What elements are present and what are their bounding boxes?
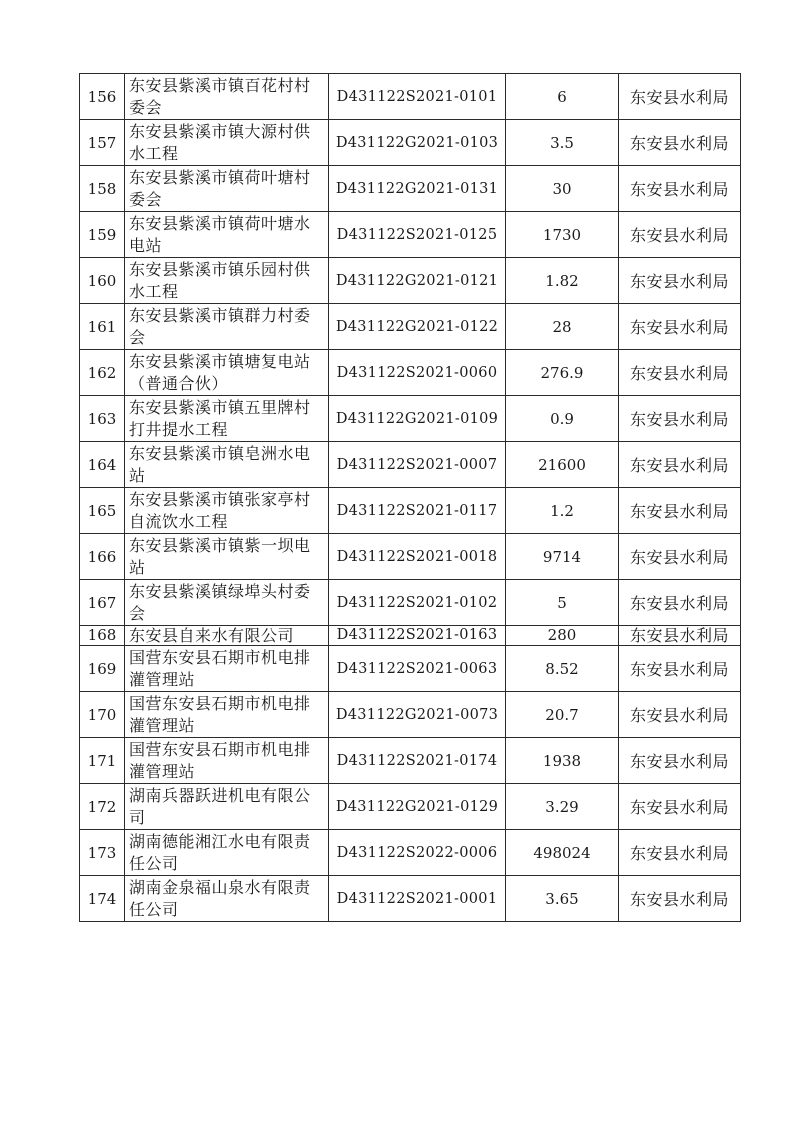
permit-code: D431122S2021-0163 [329, 626, 506, 646]
row-number: 163 [80, 396, 125, 442]
unit-name: 湖南兵器跃进机电有限公司 [125, 784, 329, 830]
permit-code: D431122S2021-0102 [329, 580, 506, 626]
issuing-authority: 东安县水利局 [619, 830, 741, 876]
unit-name: 东安县紫溪市镇群力村委会 [125, 304, 329, 350]
issuing-authority: 东安县水利局 [619, 212, 741, 258]
unit-name: 湖南金泉福山泉水有限责任公司 [125, 876, 329, 922]
row-number: 173 [80, 830, 125, 876]
row-number: 170 [80, 692, 125, 738]
issuing-authority: 东安县水利局 [619, 534, 741, 580]
issuing-authority: 东安县水利局 [619, 166, 741, 212]
row-number: 158 [80, 166, 125, 212]
quantity: 498024 [506, 830, 619, 876]
table-row [80, 876, 741, 922]
permit-table [79, 73, 741, 922]
permit-table-body [80, 74, 741, 922]
permit-code: D431122S2021-0101 [329, 74, 506, 120]
quantity: 5 [506, 580, 619, 626]
permit-code: D431122S2021-0063 [329, 646, 506, 692]
permit-code: D431122S2021-0174 [329, 738, 506, 784]
quantity: 28 [506, 304, 619, 350]
issuing-authority: 东安县水利局 [619, 626, 741, 646]
unit-name: 东安县紫溪市镇荷叶塘村委会 [125, 166, 329, 212]
row-number: 171 [80, 738, 125, 784]
quantity: 21600 [506, 442, 619, 488]
quantity: 1938 [506, 738, 619, 784]
issuing-authority: 东安县水利局 [619, 74, 741, 120]
row-number: 156 [80, 74, 125, 120]
quantity: 1730 [506, 212, 619, 258]
table-row [80, 166, 741, 212]
table-row [80, 626, 741, 646]
permit-code: D431122G2021-0073 [329, 692, 506, 738]
unit-name: 东安县紫溪市镇大源村供水工程 [125, 120, 329, 166]
table-row [80, 784, 741, 830]
unit-name: 东安县紫溪市镇五里牌村打井提水工程 [125, 396, 329, 442]
unit-name: 东安县紫溪市镇荷叶塘水电站 [125, 212, 329, 258]
table-row [80, 120, 741, 166]
table-row [80, 830, 741, 876]
unit-name: 东安县紫溪市镇皂洲水电站 [125, 442, 329, 488]
row-number: 172 [80, 784, 125, 830]
quantity: 276.9 [506, 350, 619, 396]
table-row [80, 488, 741, 534]
row-number: 162 [80, 350, 125, 396]
row-number: 168 [80, 626, 125, 646]
table-row [80, 738, 741, 784]
table-row [80, 442, 741, 488]
issuing-authority: 东安县水利局 [619, 304, 741, 350]
unit-name: 东安县紫溪市镇紫一坝电站 [125, 534, 329, 580]
permit-code: D431122G2021-0122 [329, 304, 506, 350]
table-row [80, 212, 741, 258]
permit-code: D431122S2021-0018 [329, 534, 506, 580]
permit-code: D431122G2021-0121 [329, 258, 506, 304]
quantity: 20.7 [506, 692, 619, 738]
unit-name: 东安县自来水有限公司 [125, 626, 329, 646]
unit-name: 国营东安县石期市机电排灌管理站 [125, 692, 329, 738]
permit-code: D431122S2021-0001 [329, 876, 506, 922]
unit-name: 国营东安县石期市机电排灌管理站 [125, 738, 329, 784]
table-row [80, 350, 741, 396]
table-row [80, 74, 741, 120]
row-number: 169 [80, 646, 125, 692]
permit-code: D431122G2021-0109 [329, 396, 506, 442]
quantity: 0.9 [506, 396, 619, 442]
permit-code: D431122S2021-0060 [329, 350, 506, 396]
row-number: 159 [80, 212, 125, 258]
unit-name: 东安县紫溪市镇百花村村委会 [125, 74, 329, 120]
quantity: 3.5 [506, 120, 619, 166]
unit-name: 国营东安县石期市机电排灌管理站 [125, 646, 329, 692]
row-number: 166 [80, 534, 125, 580]
table-row [80, 580, 741, 626]
unit-name: 东安县紫溪镇绿埠头村委会 [125, 580, 329, 626]
issuing-authority: 东安县水利局 [619, 738, 741, 784]
quantity: 8.52 [506, 646, 619, 692]
issuing-authority: 东安县水利局 [619, 258, 741, 304]
issuing-authority: 东安县水利局 [619, 580, 741, 626]
row-number: 157 [80, 120, 125, 166]
quantity: 30 [506, 166, 619, 212]
permit-code: D431122S2022-0006 [329, 830, 506, 876]
permit-code: D431122S2021-0007 [329, 442, 506, 488]
row-number: 160 [80, 258, 125, 304]
quantity: 9714 [506, 534, 619, 580]
permit-code: D431122S2021-0125 [329, 212, 506, 258]
table-row [80, 396, 741, 442]
unit-name: 东安县紫溪市镇张家亭村自流饮水工程 [125, 488, 329, 534]
quantity: 3.29 [506, 784, 619, 830]
row-number: 161 [80, 304, 125, 350]
permit-code: D431122G2021-0131 [329, 166, 506, 212]
permit-code: D431122G2021-0103 [329, 120, 506, 166]
issuing-authority: 东安县水利局 [619, 350, 741, 396]
issuing-authority: 东安县水利局 [619, 692, 741, 738]
unit-name: 湖南德能湘江水电有限责任公司 [125, 830, 329, 876]
issuing-authority: 东安县水利局 [619, 488, 741, 534]
issuing-authority: 东安县水利局 [619, 120, 741, 166]
permit-code: D431122S2021-0117 [329, 488, 506, 534]
issuing-authority: 东安县水利局 [619, 784, 741, 830]
table-row [80, 258, 741, 304]
table-row [80, 304, 741, 350]
table-row [80, 534, 741, 580]
row-number: 174 [80, 876, 125, 922]
row-number: 167 [80, 580, 125, 626]
quantity: 3.65 [506, 876, 619, 922]
row-number: 165 [80, 488, 125, 534]
quantity: 6 [506, 74, 619, 120]
permit-code: D431122G2021-0129 [329, 784, 506, 830]
table-row [80, 646, 741, 692]
quantity: 1.2 [506, 488, 619, 534]
table-row [80, 692, 741, 738]
row-number: 164 [80, 442, 125, 488]
issuing-authority: 东安县水利局 [619, 646, 741, 692]
issuing-authority: 东安县水利局 [619, 396, 741, 442]
unit-name: 东安县紫溪市镇乐园村供水工程 [125, 258, 329, 304]
issuing-authority: 东安县水利局 [619, 876, 741, 922]
unit-name: 东安县紫溪市镇塘复电站（普通合伙） [125, 350, 329, 396]
quantity: 280 [506, 626, 619, 646]
quantity: 1.82 [506, 258, 619, 304]
issuing-authority: 东安县水利局 [619, 442, 741, 488]
